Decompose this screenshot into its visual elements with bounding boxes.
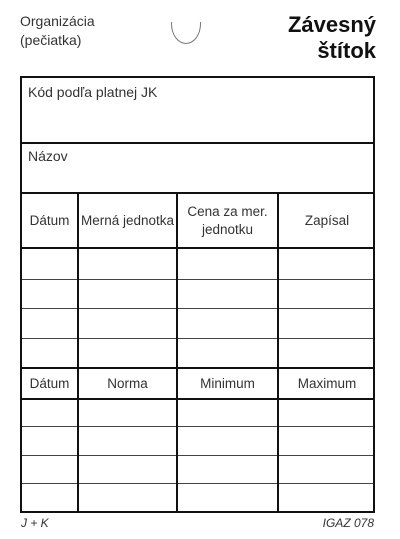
title-line-1: Závesný (287, 12, 376, 37)
row-line (22, 455, 373, 456)
t2-header-minimum: Minimum (200, 375, 255, 391)
t1-header-recorded-by: Zapísal (304, 212, 350, 228)
divider (22, 142, 373, 144)
title-line-2: štítok (317, 38, 376, 63)
name-field-label: Názov (28, 148, 68, 164)
organization-stamp-label (20, 12, 95, 50)
t2-header-date: Dátum (29, 375, 70, 391)
divider (22, 398, 373, 400)
t2-header-norm: Norma (107, 375, 148, 391)
footer-form-number: IGAZ 078 (322, 516, 374, 530)
row-line (22, 426, 373, 427)
hanging-hole (171, 22, 201, 48)
t1-header-price: Cena za mer. jednotku (187, 203, 268, 237)
column-line (176, 192, 178, 511)
t1-header-unit: Merná jednotka (80, 212, 175, 228)
divider (22, 247, 373, 249)
form-title (288, 12, 376, 64)
row-line (22, 483, 373, 484)
stamp-label: (pečiatka) (20, 32, 82, 48)
row-line (22, 279, 373, 280)
row-line (22, 338, 373, 339)
column-line (277, 192, 279, 511)
t1-header-date: Dátum (29, 212, 70, 228)
organization-label: Organizácia (20, 13, 95, 29)
row-line (22, 308, 373, 309)
tag-form-card (20, 76, 375, 513)
t2-header-maximum: Maximum (297, 375, 357, 391)
footer-left-code: J + K (21, 516, 49, 530)
column-line (77, 192, 79, 511)
code-field-label: Kód podľa platnej JK (28, 84, 158, 100)
